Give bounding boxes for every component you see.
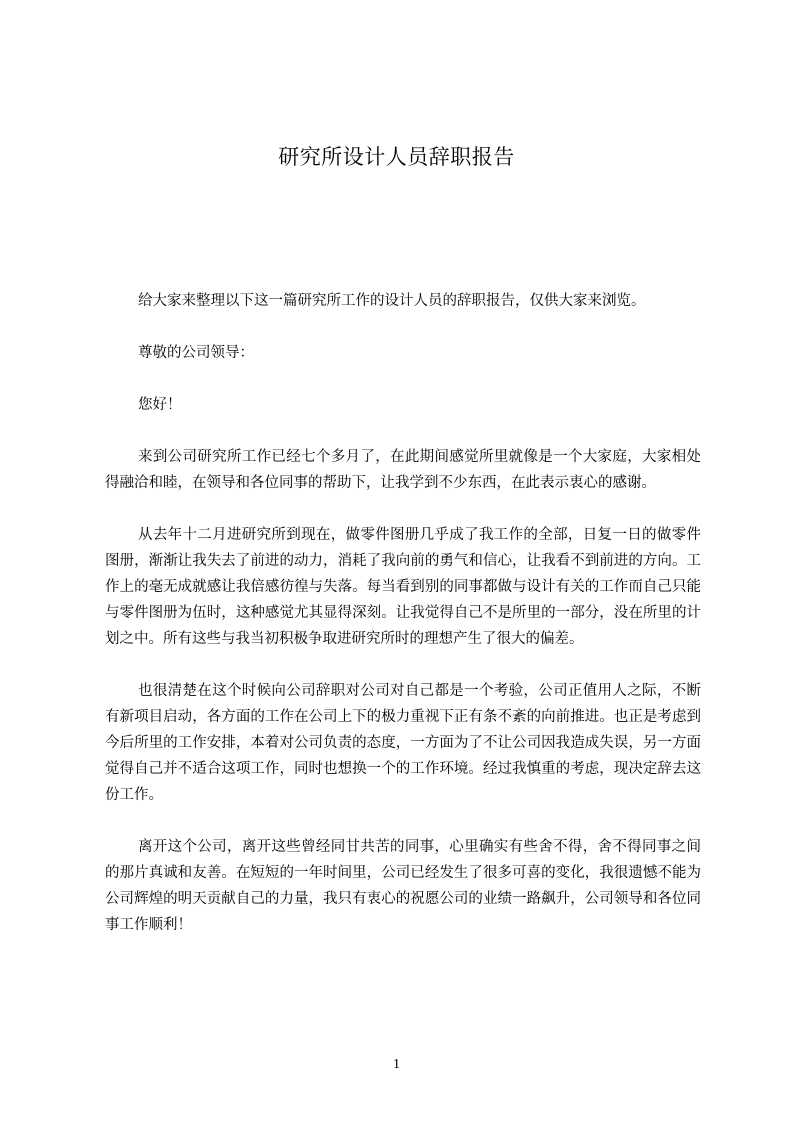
salutation: 尊敬的公司领导： bbox=[138, 345, 254, 361]
body-paragraph-farewell: 离开这个公司，离开这些曾经同甘共苦的同事，心里确实有些舍不得，舍不得同事之间的那片真诚和友善。在短短的一年时间里，公司已经发生了很多可喜的变化，我很遗憾不能为公司辉煌的明天贡献自己的力量，我只有衷心的祝愿公司的业绩一路飙升，公司领导和各位同事工作顺利！ bbox=[105, 839, 701, 933]
document-body bbox=[105, 288, 701, 964]
page-number: 1 bbox=[393, 1057, 400, 1072]
body-paragraph-decision: 也很清楚在这个时候向公司辞职对公司对自己都是一个考验，公司正值用人之际，不断有新项目启动，各方面的工作在公司上下的极力重视下正有条不紊的向前推进。也正是考虑到今后所里的工作安排，本着对公司负责的态度，一方面为了不让公司因我造成失误，另一方面觉得自己并不适合这项工作，同时也想换一个的工作环境。经过我慎重的考虑，现决定辞去这份工作。 bbox=[105, 683, 701, 803]
body-paragraph-reason: 从去年十二月进研究所到现在，做零件图册几乎成了我工作的全部，日复一日的做零件图册，渐渐让我失去了前进的动力，消耗了我向前的勇气和信心，让我看不到前进的方向。工作上的毫无成就感让我倍感彷徨与失落。每当看到别的同事都做与设计有关的工作而自己只能与零件图册为伍时，这种感觉尤其显得深刻。让我觉得自己不是所里的一部分，没在所里的计划之中。所有这些与我当初积极争取进研究所时的理想产生了很大的偏差。 bbox=[105, 527, 701, 647]
document-title: 研究所设计人员辞职报告 bbox=[278, 145, 515, 169]
body-paragraph-gratitude: 来到公司研究所工作已经七个多月了，在此期间感觉所里就像是一个大家庭，大家相处得融洽和睦，在领导和各位同事的帮助下，让我学到不少东西，在此表示衷心的感谢。 bbox=[105, 449, 701, 491]
greeting: 您好！ bbox=[138, 397, 182, 413]
intro-paragraph: 给大家来整理以下这一篇研究所工作的设计人员的辞职报告，仅供大家来浏览。 bbox=[138, 293, 646, 309]
